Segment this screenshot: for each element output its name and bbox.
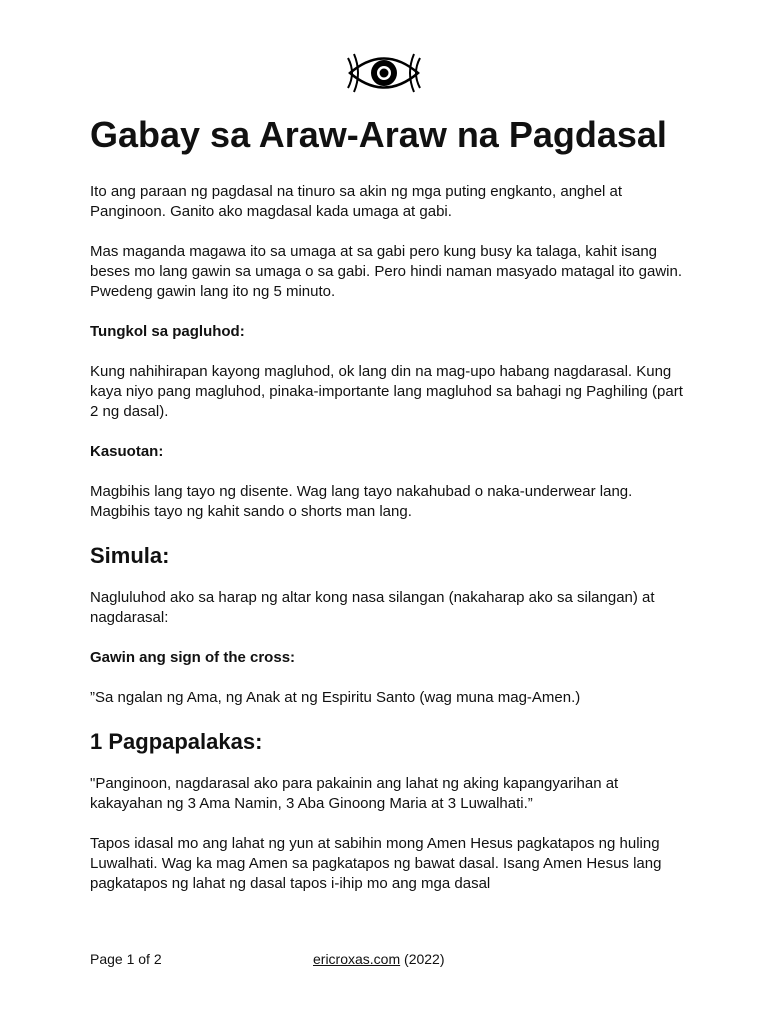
pagpapalakas-heading: 1 Pagpapalakas:: [90, 729, 263, 754]
eye-icon: [346, 50, 422, 96]
footer-year: (2022): [400, 951, 445, 967]
attire-text: Magbihis lang tayo ng disente. Wag lang tayo nakahubad o naka-underwear lang. Magbihis tayo ng kahit sando o shorts man lang.: [90, 483, 633, 520]
document-body: [90, 110, 690, 914]
kneel-text: Kung nahihirapan kayong magluhod, ok lang din na mag-upo habang nagdarasal. Kung kaya niyo pang magluhod, pinaka-importante lang magluhod sa bahagi ng Paghiling (part 2 ng dasal).: [90, 363, 683, 420]
pagpapalakas-quote: "Panginoon, nagdarasal ako para pakainin ang lahat ng aking kapangyarihan at kakayahan ng 3 Ama Namin, 3 Aba Ginoong Maria at 3 Luwalhati.”: [90, 775, 619, 812]
simula-heading: Simula:: [90, 543, 170, 568]
site-link[interactable]: ericroxas.com: [313, 951, 401, 967]
attire-label: Kasuotan:: [90, 443, 164, 460]
kneel-label: Tungkol sa pagluhod:: [90, 323, 245, 340]
pagpapalakas-text: Tapos idasal mo ang lahat ng yun at sabihin mong Amen Hesus pagkatapos ng huling Luwalhati. Wag ka mag Amen sa pagkatapos ng bawat dasal. Isang Amen Hesus lang pagkatapos ng lahat ng dasal tapos i-ihip mo ang mga dasal: [90, 835, 662, 892]
sign-of-cross-text: ”Sa ngalan ng Ama, ng Anak at ng Espiritu Santo (wag muna mag-Amen.): [90, 689, 581, 706]
sign-of-cross-label: Gawin ang sign of the cross:: [90, 649, 296, 666]
intro-paragraph-1: Ito ang paraan ng pagdasal na tinuro sa akin ng mga puting engkanto, anghel at Panginoon. Ganito ako magdasal kada umaga at gabi.: [90, 183, 623, 220]
page-title: Gabay sa Araw-Araw na Pagdasal: [90, 114, 667, 155]
intro-paragraph-2: Mas maganda magawa ito sa umaga at sa gabi pero kung busy ka talaga, kahit isang beses mo lang gawin sa umaga o sa gabi. Pero hindi naman masyado matagal ito gawin. Pwedeng gawin lang ito ng 5 minuto.: [90, 243, 683, 300]
simula-text: Nagluluhod ako sa harap ng altar kong nasa silangan (nakaharap ako sa silangan) at nagdarasal:: [90, 589, 655, 626]
page-number: Page 1 of 2: [90, 951, 162, 967]
footer-site: [313, 950, 445, 968]
